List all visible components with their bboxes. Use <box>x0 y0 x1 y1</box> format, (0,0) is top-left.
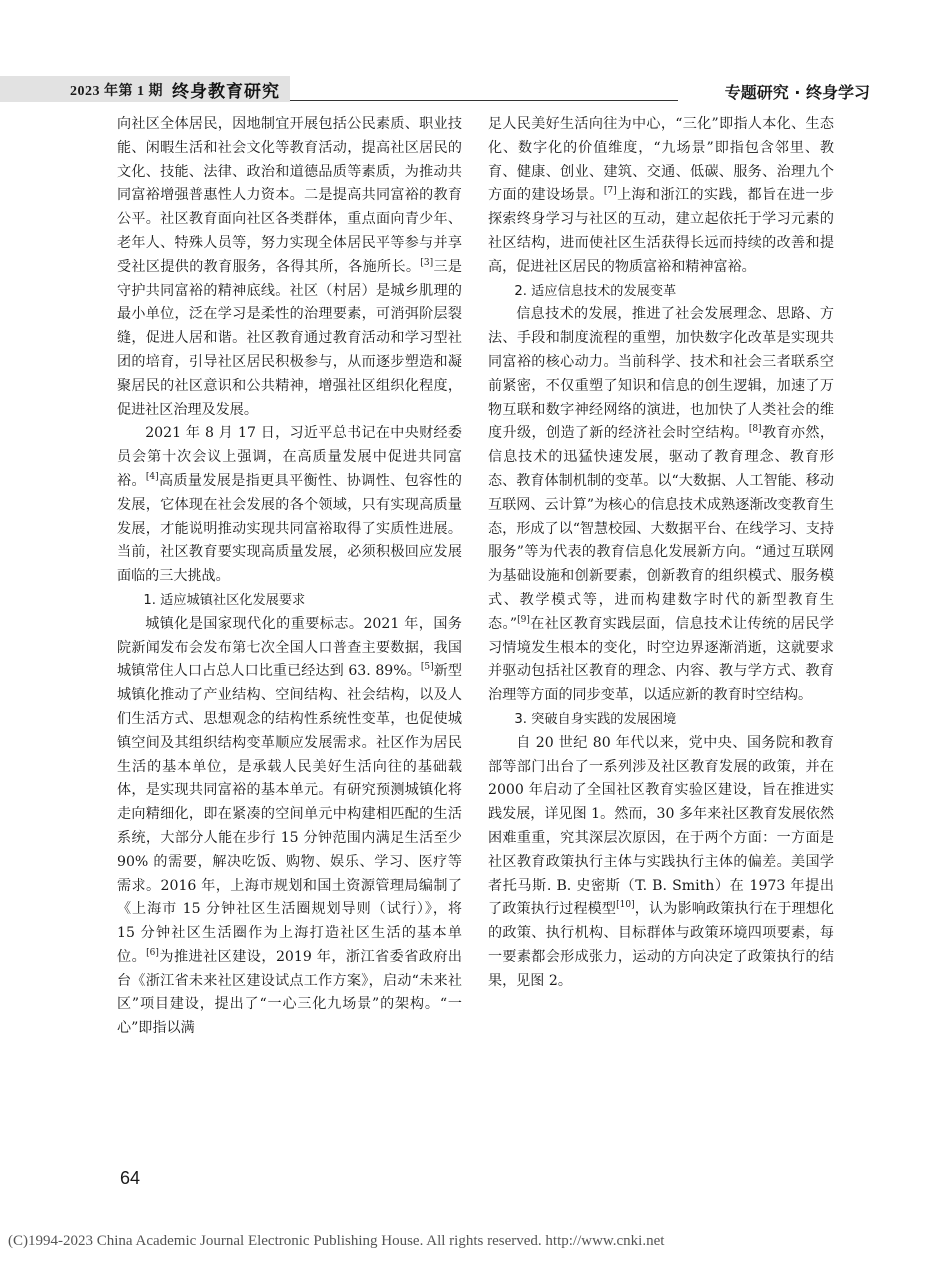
journal-title: 终身教育研究 <box>172 82 280 102</box>
citation: [3] <box>420 257 434 268</box>
paragraph: 2021 年 8 月 17 日，习近平总书记在中央财经委员会第十次会议上强调，在高质量发展中促进共同富裕。[4]高质量发展是指更具平衡性、协调性、包容性的发展，它体现在社会发展的各个领域，只有实现高质量发展，才能说明推动实现共同富裕取得了实质性进展。当前，社区教育要实现高质量发展，必须积极回应发展面临的三大挑战。 <box>117 425 463 585</box>
copyright-footer: (C)1994-2023 China Academic Journal Electronic Publishing House. All rights reserved. http://www.cnki.net <box>8 1233 665 1249</box>
paragraph: 向社区全体居民，因地制宜开展包括公民素质、职业技能、闲暇生活和社会文化等教育活动，提高社区居民的文化、技能、法律、政治和道德品质等素质，为推动共同富裕增强普惠性人力资本。二是提高共同富裕的教育公平。社区教育面向社区各类群体，重点面向青少年、老年人、特殊人员等，努力实现全体居民平等参与并享受社区提供的教育服务，各得其所，各施所长。[3]三是守护共同富裕的精神底线。社区（村居）是城乡肌理的最小单位，泛在学习是柔性的治理要素，可消弭阶层裂缝，促进人居和谐。社区教育通过教育活动和学习型社团的培育，引导社区居民积极参与，从而逐步塑造和凝聚居民的社区意识和公共精神，增强社区组织化程度，促进社区治理及发展。 <box>117 116 463 418</box>
citation: [4] <box>145 471 159 482</box>
issue-label: 2023 年第 1 期 <box>70 84 163 99</box>
section-label: 专题研究 · 终身学习 <box>724 83 870 102</box>
citation: [8] <box>748 424 762 435</box>
subheading: 3. 突破自身实践的发展困境 <box>514 711 677 727</box>
citation: [6] <box>146 947 159 958</box>
paragraph: 自 20 世纪 80 年代以来，党中央、国务院和教育部等部门出台了一系列涉及社区教育发展的政策，并在 2000 年启动了全国社区教育实验区建设，旨在推进实践发展，详见图 1。然而，30 多年来社区教育发展依然困难重重，究其深层次原因，在于两个方面：一方面是社区教育政策执行主体与实践执行主体的偏差。美国学者托马斯. B. 史密斯（T. B. Smith）在 1973 年提出了政策执行过程模型[10]，认为影响政策执行在于理想化的政策、执行机构、目标群体与政策环境四项要素，每一要素都会形成张力，运动的方向决定了政策执行的结果，见图 2。 <box>488 734 835 989</box>
citation: [9] <box>517 614 530 625</box>
page-number: 64 <box>120 1168 141 1188</box>
paragraph: 足人民美好生活向往为中心，“三化”即指人本化、生态化、数字化的价值维度，“九场景”即指包含邻里、教育、健康、创业、建筑、交通、低碳、服务、治理九个方面的建设场景。[7]上海和浙江的实践，都旨在进一步探索终身学习与社区的互动，建立起依托于学习元素的社区结构，进而使社区生活获得长远而持续的改善和提高，促进社区居民的物质富裕和精神富裕。 <box>488 116 835 275</box>
left-column <box>117 113 462 1041</box>
subheading: 1. 适应城镇社区化发展要求 <box>143 592 306 608</box>
paragraph: 信息技术的发展，推进了社会发展理念、思路、方法、手段和制度流程的重塑，加快数字化改革是实现共同富裕的核心动力。当前科学、技术和社会三者联系空前紧密，不仅重塑了知识和信息的创生逻辑，加速了万物互联和数字神经网络的演进，也加快了人类社会的维度升级，创造了新的经济社会时空结构。[8]教育亦然，信息技术的迅猛快速发展，驱动了教育理念、教育形态、教育体制机制的变革。以“大数据、人工智能、移动互联网、云计算”为核心的信息技术成熟逐渐改变教育生态，形成了以“智慧校园、大数据平台、在线学习、支持服务”等为代表的教育信息化发展新方向。“通过互联网为基础设施和创新要素，创新教育的组织模式、服务模式、教学模式等，进而构建数字时代的新型教育生态。”[9]在社区教育实践层面，信息技术让传统的居民学习情境发生根本的变化，时空边界逐渐消逝，这就要求并驱动包括社区教育的理念、内容、教与学方式、教育治理等方面的同步变革，以适应新的教育时空结构。 <box>488 306 835 704</box>
citation: [7] <box>603 186 617 197</box>
paragraph: 城镇化是国家现代化的重要标志。2021 年，国务院新闻发布会发布第七次全国人口普查主要数据，我国城镇常住人口占总人口比重已经达到 63. 89%。[5]新型城镇化推动了产业结构、空间结构、社会结构，以及人们生活方式、思想观念的结构性系统性变革，也促使城镇空间及其组织结构变革顺应发展需求。社区作为居民生活的基本单位，是承载人民美好生活向往的基础载体，是实现共同富裕的基本单元。有研究预测城镇化将走向精细化，即在紧凑的空间单元中构建相匹配的生活系统，大部分人能在步行 15 分钟范围内满足生活至少 90% 的需要，解决吃饭、购物、娱乐、学习、医疗等需求。2016 年，上海市规划和国土资源管理局编制了《上海市 15 分钟社区生活圈规划导则（试行）》，将 15 分钟社区生活圈作为上海打造社区生活的基本单位。[6]为推进社区建设，2019 年，浙江省委省政府出台《浙江省未来社区建设试点工作方案》，启动“未来社区”项目建设，提出了“一心三化九场景”的架构。“一心”即指以满 <box>117 615 463 1037</box>
citation: [5] <box>420 662 434 673</box>
right-column <box>488 113 834 993</box>
header-rule <box>290 100 678 101</box>
citation: [10] <box>616 900 635 911</box>
subheading: 2. 适应信息技术的发展变革 <box>514 283 677 299</box>
